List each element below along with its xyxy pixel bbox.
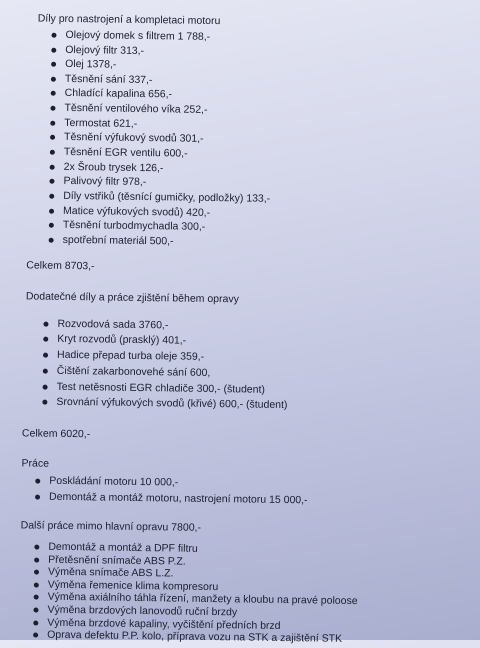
- list-item: Přetěsnění snímače ABS P.Z.: [48, 553, 186, 568]
- section-heading-labor: Práce: [21, 457, 50, 470]
- list-item: spotřební materiál 500,-: [62, 233, 174, 248]
- list-item: Olejový domek s filtrem 1 788,-: [65, 28, 211, 43]
- section-heading-extra: Další práce mimo hlavní opravu 7800,-: [20, 519, 202, 534]
- list-item: Chladící kapalina 656,-: [64, 86, 173, 101]
- list-item: Rozvodová sada 3760,-: [57, 317, 169, 332]
- list-item: Hadice přepad turba oleje 359,-: [56, 348, 205, 363]
- list-item: Těsnění turbodmychadla 300,-: [62, 218, 206, 233]
- list-item: Těsnění sání 337,-: [64, 72, 153, 87]
- list-item: Demontáž a montáž a DPF filtru: [48, 540, 198, 555]
- list-item: Výměna axiálního táhla řízení, manžety a kloubu na pravé poloose: [47, 591, 358, 608]
- list-item: Olej 1378,-: [65, 57, 117, 71]
- section-heading-parts: Díly pro nastrojení a kompletaci motoru: [37, 12, 221, 28]
- list-item: Těsnění výfukový svodů 301,-: [64, 130, 204, 145]
- section-heading-additional: Dodatečné díly a práce zjištění během opravy: [25, 290, 239, 306]
- list-item: Těsnění ventilového víka 252,-: [64, 101, 208, 116]
- list-item: Těsnění EGR ventilu 600,-: [63, 145, 188, 160]
- list-item: Termostat 621,-: [64, 116, 138, 130]
- list-item: Díly vstřiků (těsnící gumičky, podložky) 133,-: [63, 189, 271, 205]
- list-item: Výměna brzdových lanovodů ruční brzdy: [47, 603, 238, 619]
- list-item: Oprava defektu P.P. kolo, příprava vozu na STK a zajištění STK: [47, 628, 343, 646]
- section-total-parts: Celkem 8703,-: [26, 259, 95, 273]
- list-item: Test netěsnosti EGR chladiče 300,- (študent): [56, 380, 266, 396]
- list-item: Výměna brzdové kapaliny, vyčištění předních brzd: [47, 616, 281, 632]
- list-item: Poskládání motoru 10 000,-: [49, 474, 179, 489]
- section-total-additional: Celkem 6020,-: [21, 427, 91, 441]
- list-item: Výměna snímače ABS L.Z.: [47, 565, 174, 580]
- list-item: 2x Šroub trysek 126,-: [63, 160, 164, 175]
- list-item: Palivový filtr 978,-: [63, 174, 147, 189]
- list-item: Olejový filtr 313,-: [65, 43, 145, 58]
- list-item: Srovnání výfukových svodů (křivé) 600,- (študent): [56, 395, 288, 412]
- list-item: Matice výfukových svodů) 420,-: [62, 204, 211, 219]
- list-item: Kryt rozvodů (prasklý) 401,-: [57, 332, 187, 347]
- list-item: Čištění zakarbonovehé sání 600,: [56, 364, 211, 379]
- list-item: Výměna řemenice klima kompresoru: [47, 578, 219, 593]
- list-item: Demontáž a montáž motoru, nastrojení motoru 15 000,-: [48, 490, 308, 507]
